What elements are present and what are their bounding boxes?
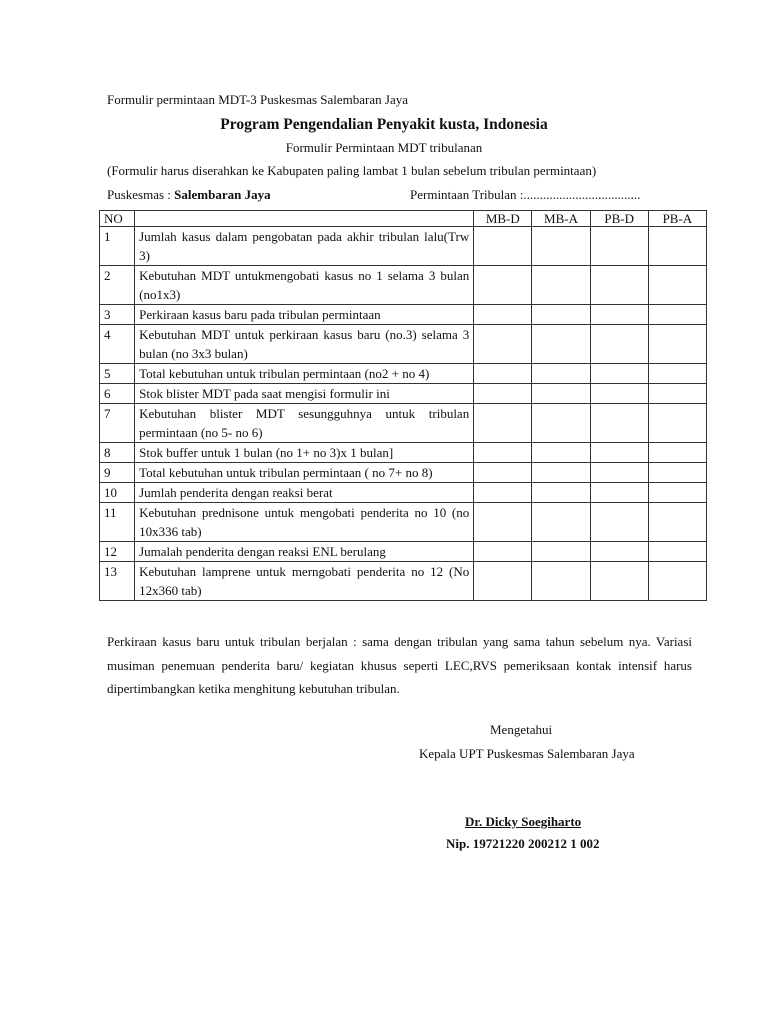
row-number: 7 (100, 404, 135, 443)
row-number: 6 (100, 384, 135, 404)
cell-pb-a[interactable] (648, 227, 706, 266)
cell-pb-d[interactable] (590, 384, 648, 404)
cell-pb-d[interactable] (590, 463, 648, 483)
row-description: Jumlah kasus dalam pengobatan pada akhir tribulan lalu(Trw 3) (135, 227, 474, 266)
cell-pb-d[interactable] (590, 562, 648, 601)
cell-pb-a[interactable] (648, 503, 706, 542)
table-row (100, 325, 707, 364)
table-row (100, 463, 707, 483)
cell-pb-a[interactable] (648, 305, 706, 325)
cell-pb-d[interactable] (590, 542, 648, 562)
form-subtitle: Formulir Permintaan MDT tribulanan (285, 140, 483, 155)
table-header-row (100, 211, 707, 227)
row-number: 10 (100, 483, 135, 503)
program-title: Program Pengendalian Penyakit kusta, Indonesia (220, 116, 548, 133)
cell-pb-a[interactable] (648, 266, 706, 305)
table-row (100, 384, 707, 404)
cell-mb-a[interactable] (532, 443, 590, 463)
signer-name: Dr. Dicky Soegiharto (465, 814, 582, 829)
row-number: 8 (100, 443, 135, 463)
row-description: Kebutuhan lamprene untuk merngobati penderita no 12 (No 12x360 tab) (135, 562, 474, 601)
table-row (100, 443, 707, 463)
row-number: 12 (100, 542, 135, 562)
cell-pb-a[interactable] (648, 325, 706, 364)
row-number: 1 (100, 227, 135, 266)
instruction-text: (Formulir harus diserahkan ke Kabupaten paling lambat 1 bulan sebelum tribulan permintaan) (107, 163, 597, 178)
cell-pb-d[interactable] (590, 483, 648, 503)
cell-mb-d[interactable] (474, 325, 532, 364)
cell-mb-a[interactable] (532, 562, 590, 601)
row-description: Stok blister MDT pada saat mengisi formulir ini (135, 384, 474, 404)
table-row (100, 305, 707, 325)
cell-pb-a[interactable] (648, 364, 706, 384)
cell-mb-d[interactable] (474, 266, 532, 305)
cell-pb-a[interactable] (648, 483, 706, 503)
cell-mb-a[interactable] (532, 463, 590, 483)
cell-mb-d[interactable] (474, 443, 532, 463)
cell-mb-d[interactable] (474, 305, 532, 325)
cell-pb-d[interactable] (590, 325, 648, 364)
row-number: 11 (100, 503, 135, 542)
form-label: Formulir permintaan MDT-3 Puskesmas Salembaran Jaya (107, 92, 408, 107)
signer-nip: Nip. 19721220 200212 1 002 (446, 836, 600, 851)
cell-mb-d[interactable] (474, 404, 532, 443)
table-row (100, 503, 707, 542)
cell-mb-d[interactable] (474, 483, 532, 503)
cell-pb-a[interactable] (648, 443, 706, 463)
cell-pb-a[interactable] (648, 463, 706, 483)
table-row (100, 266, 707, 305)
cell-mb-a[interactable] (532, 404, 590, 443)
cell-mb-a[interactable] (532, 503, 590, 542)
column-header: MB-A (532, 211, 590, 227)
column-header: PB-A (648, 211, 706, 227)
cell-pb-d[interactable] (590, 404, 648, 443)
note-paragraph: Perkiraan kasus baru untuk tribulan berjalan : sama dengan tribulan yang sama tahun sebelum nya. Variasi musiman penemuan penderita baru/ kegiatan khusus seperti LEC,RVS pemeriksaan kontak intensif harus dipertimbangkan ketika menghitung kebutuhan tribulan. (107, 634, 692, 696)
row-number: 3 (100, 305, 135, 325)
column-header (135, 211, 474, 227)
cell-pb-a[interactable] (648, 404, 706, 443)
table-row (100, 404, 707, 443)
table-row (100, 542, 707, 562)
row-number: 4 (100, 325, 135, 364)
cell-pb-a[interactable] (648, 542, 706, 562)
acknowledged-label: Mengetahui (490, 722, 553, 737)
row-description: Kebutuhan MDT untukmengobati kasus no 1 selama 3 bulan (no1x3) (135, 266, 474, 305)
cell-mb-d[interactable] (474, 562, 532, 601)
cell-pb-d[interactable] (590, 227, 648, 266)
row-description: Jumlah penderita dengan reaksi berat (135, 483, 474, 503)
cell-pb-d[interactable] (590, 364, 648, 384)
signer-title: Kepala UPT Puskesmas Salembaran Jaya (419, 746, 635, 761)
puskesmas-line (107, 187, 271, 203)
cell-mb-d[interactable] (474, 364, 532, 384)
row-number: 2 (100, 266, 135, 305)
tribulan-field[interactable]: Permintaan Tribulan :.................................... (410, 187, 641, 202)
row-description: Kebutuhan blister MDT sesungguhnya untuk tribulan permintaan (no 5- no 6) (135, 404, 474, 443)
row-description: Kebutuhan MDT untuk perkiraan kasus baru (no.3) selama 3 bulan (no 3x3 bulan) (135, 325, 474, 364)
puskesmas-label: Puskesmas : (107, 187, 175, 202)
row-number: 13 (100, 562, 135, 601)
row-description: Kebutuhan prednisone untuk mengobati penderita no 10 (no 10x336 tab) (135, 503, 474, 542)
request-table (99, 210, 707, 601)
row-number: 5 (100, 364, 135, 384)
cell-mb-a[interactable] (532, 305, 590, 325)
row-description: Total kebutuhan untuk tribulan permintaan ( no 7+ no 8) (135, 463, 474, 483)
column-header: MB-D (474, 211, 532, 227)
row-number: 9 (100, 463, 135, 483)
cell-mb-a[interactable] (532, 384, 590, 404)
cell-mb-a[interactable] (532, 364, 590, 384)
cell-mb-d[interactable] (474, 503, 532, 542)
cell-mb-a[interactable] (532, 325, 590, 364)
cell-mb-a[interactable] (532, 227, 590, 266)
cell-mb-d[interactable] (474, 463, 532, 483)
column-header: PB-D (590, 211, 648, 227)
row-description: Total kebutuhan untuk tribulan permintaan (no2 + no 4) (135, 364, 474, 384)
cell-mb-a[interactable] (532, 266, 590, 305)
row-description: Perkiraan kasus baru pada tribulan permintaan (135, 305, 474, 325)
cell-mb-d[interactable] (474, 384, 532, 404)
cell-pb-a[interactable] (648, 562, 706, 601)
cell-pb-d[interactable] (590, 305, 648, 325)
cell-pb-a[interactable] (648, 384, 706, 404)
table-row (100, 562, 707, 601)
cell-mb-a[interactable] (532, 542, 590, 562)
cell-mb-a[interactable] (532, 483, 590, 503)
cell-mb-d[interactable] (474, 227, 532, 266)
row-description: Stok buffer untuk 1 bulan (no 1+ no 3)x 1 bulan] (135, 443, 474, 463)
table-row (100, 364, 707, 384)
row-description: Jumalah penderita dengan reaksi ENL berulang (135, 542, 474, 562)
cell-pb-d[interactable] (590, 503, 648, 542)
table-row (100, 227, 707, 266)
column-header: NO (100, 211, 135, 227)
cell-mb-d[interactable] (474, 542, 532, 562)
table-row (100, 483, 707, 503)
cell-pb-d[interactable] (590, 443, 648, 463)
cell-pb-d[interactable] (590, 266, 648, 305)
puskesmas-value: Salembaran Jaya (174, 187, 271, 202)
